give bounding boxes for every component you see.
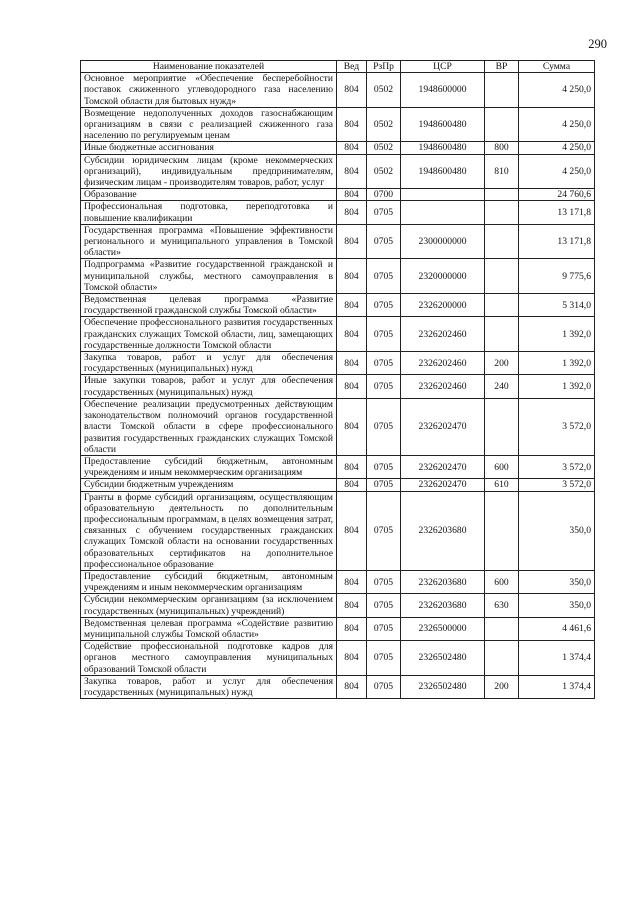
- table-row: [81, 107, 595, 142]
- cell-rzpr: 0502: [367, 154, 401, 189]
- cell-sum: 350,0: [519, 570, 595, 593]
- table-row: [81, 455, 595, 478]
- cell-name: Гранты в форме субсидий организациям, осуществляющим образовательную деятельность по дополнительным профессиональным программам, в целях возмещения затрат, связанных с обучением государственных гражданских служащих Томской области на основании государственных образовательных сертификатов на дополнительное профессиональное образование: [81, 491, 337, 570]
- cell-rzpr: 0705: [367, 641, 401, 676]
- cell-sum: 4 250,0: [519, 73, 595, 108]
- cell-ved: 804: [337, 375, 367, 398]
- cell-rzpr: 0705: [367, 224, 401, 259]
- cell-csr: [401, 201, 485, 224]
- cell-name: Основное мероприятие «Обеспечение бесперебойности поставок сжиженного углеводородного газа населению Томской области для бытовых нужд»: [81, 73, 337, 108]
- table-row: [81, 570, 595, 593]
- cell-ved: 804: [337, 352, 367, 375]
- cell-sum: 13 171,8: [519, 201, 595, 224]
- header-csr: ЦСР: [401, 61, 485, 73]
- cell-ved: 804: [337, 317, 367, 352]
- cell-vr: [485, 617, 519, 640]
- cell-ved: 804: [337, 73, 367, 108]
- cell-csr: 2326502480: [401, 641, 485, 676]
- header-sum: Сумма: [519, 61, 595, 73]
- cell-sum: 4 250,0: [519, 154, 595, 189]
- table-row: [81, 398, 595, 455]
- cell-ved: 804: [337, 189, 367, 201]
- cell-name: Обеспечение профессионального развития государственных гражданских служащих Томской области, лиц, замещающих государственные должности Томской области: [81, 317, 337, 352]
- cell-sum: 1 374,4: [519, 641, 595, 676]
- table-row: [81, 617, 595, 640]
- cell-sum: 4 250,0: [519, 142, 595, 154]
- cell-csr: 2326202470: [401, 398, 485, 455]
- cell-rzpr: 0705: [367, 294, 401, 317]
- cell-rzpr: 0705: [367, 317, 401, 352]
- cell-rzpr: 0502: [367, 142, 401, 154]
- table-row: [81, 594, 595, 617]
- cell-vr: [485, 73, 519, 108]
- header-vr: ВР: [485, 61, 519, 73]
- cell-vr: 600: [485, 455, 519, 478]
- cell-vr: 200: [485, 352, 519, 375]
- cell-name: Предоставление субсидий бюджетным, автономным учреждениям и иным некоммерческим организациям: [81, 455, 337, 478]
- cell-rzpr: 0705: [367, 352, 401, 375]
- cell-name: Возмещение недополученных доходов газоснабжающим организациям в связи с реализацией сжиженного газа населению по регулируемым ценам: [81, 107, 337, 142]
- cell-rzpr: 0502: [367, 73, 401, 108]
- cell-ved: 804: [337, 107, 367, 142]
- cell-ved: 804: [337, 641, 367, 676]
- cell-name: Ведомственная целевая программа «Содействие развитию муниципальной службы Томской области»: [81, 617, 337, 640]
- cell-ved: 804: [337, 398, 367, 455]
- table-row: [81, 73, 595, 108]
- cell-sum: 350,0: [519, 491, 595, 570]
- cell-rzpr: 0705: [367, 594, 401, 617]
- cell-sum: 24 760,6: [519, 189, 595, 201]
- table-row: [81, 224, 595, 259]
- cell-ved: 804: [337, 142, 367, 154]
- cell-csr: 2326202470: [401, 455, 485, 478]
- page-number: 290: [588, 37, 607, 51]
- cell-ved: 804: [337, 224, 367, 259]
- cell-vr: [485, 107, 519, 142]
- header-rzpr: РзПр: [367, 61, 401, 73]
- cell-vr: [485, 189, 519, 201]
- cell-ved: 804: [337, 154, 367, 189]
- cell-ved: 804: [337, 617, 367, 640]
- cell-name: Предоставление субсидий бюджетным, автономным учреждениям и иным некоммерческим организациям: [81, 570, 337, 593]
- cell-rzpr: 0502: [367, 107, 401, 142]
- table-row: [81, 317, 595, 352]
- table-row: [81, 491, 595, 570]
- table-row: [81, 142, 595, 154]
- table-row: [81, 154, 595, 189]
- table-row: [81, 259, 595, 294]
- cell-vr: 810: [485, 154, 519, 189]
- cell-sum: 5 314,0: [519, 294, 595, 317]
- cell-ved: 804: [337, 570, 367, 593]
- cell-vr: [485, 224, 519, 259]
- cell-csr: 1948600480: [401, 154, 485, 189]
- cell-vr: [485, 201, 519, 224]
- cell-csr: 2326203680: [401, 491, 485, 570]
- cell-sum: 1 374,4: [519, 675, 595, 698]
- cell-name: Подпрограмма «Развитие государственной гражданской и муниципальной службы, местного самоуправления в Томской области»: [81, 259, 337, 294]
- table-row: [81, 675, 595, 698]
- cell-csr: 1948600000: [401, 73, 485, 108]
- cell-vr: [485, 317, 519, 352]
- cell-vr: 630: [485, 594, 519, 617]
- cell-ved: 804: [337, 675, 367, 698]
- cell-csr: 2326202460: [401, 352, 485, 375]
- cell-name: Содействие профессиональной подготовке кадров для органов местного самоуправления муниципальных образований Томской области: [81, 641, 337, 676]
- cell-rzpr: 0705: [367, 259, 401, 294]
- table-header-row: [81, 61, 595, 73]
- cell-rzpr: 0705: [367, 479, 401, 491]
- table-row: [81, 641, 595, 676]
- table-row: [81, 479, 595, 491]
- cell-ved: 804: [337, 479, 367, 491]
- cell-vr: [485, 294, 519, 317]
- cell-csr: 2326203680: [401, 594, 485, 617]
- budget-table: [80, 60, 595, 699]
- cell-csr: 2326202470: [401, 479, 485, 491]
- cell-vr: [485, 641, 519, 676]
- cell-vr: 600: [485, 570, 519, 593]
- cell-rzpr: 0705: [367, 491, 401, 570]
- cell-name: Иные бюджетные ассигнования: [81, 142, 337, 154]
- cell-name: Профессиональная подготовка, переподготовка и повышение квалификации: [81, 201, 337, 224]
- cell-csr: 2326202460: [401, 317, 485, 352]
- cell-csr: 1948600480: [401, 142, 485, 154]
- cell-name: Государственная программа «Повышение эффективности регионального и муниципального управления в Томской области»: [81, 224, 337, 259]
- cell-ved: 804: [337, 455, 367, 478]
- cell-vr: 800: [485, 142, 519, 154]
- cell-ved: 804: [337, 594, 367, 617]
- cell-sum: 3 572,0: [519, 455, 595, 478]
- cell-ved: 804: [337, 259, 367, 294]
- cell-csr: 2326502480: [401, 675, 485, 698]
- cell-sum: 1 392,0: [519, 352, 595, 375]
- cell-rzpr: 0700: [367, 189, 401, 201]
- cell-sum: 4 250,0: [519, 107, 595, 142]
- cell-rzpr: 0705: [367, 675, 401, 698]
- cell-vr: 200: [485, 675, 519, 698]
- cell-vr: [485, 259, 519, 294]
- cell-name: Ведомственная целевая программа «Развитие государственной гражданской службы Томской области»: [81, 294, 337, 317]
- cell-csr: [401, 189, 485, 201]
- cell-rzpr: 0705: [367, 617, 401, 640]
- cell-vr: 610: [485, 479, 519, 491]
- cell-csr: 2326500000: [401, 617, 485, 640]
- cell-sum: 350,0: [519, 594, 595, 617]
- cell-vr: 240: [485, 375, 519, 398]
- cell-vr: [485, 491, 519, 570]
- table-row: [81, 294, 595, 317]
- cell-csr: 2326202460: [401, 375, 485, 398]
- cell-rzpr: 0705: [367, 375, 401, 398]
- cell-name: Субсидии бюджетным учреждениям: [81, 479, 337, 491]
- cell-csr: 2300000000: [401, 224, 485, 259]
- cell-sum: 4 461,6: [519, 617, 595, 640]
- cell-vr: [485, 398, 519, 455]
- table-row: [81, 352, 595, 375]
- cell-csr: 2326203680: [401, 570, 485, 593]
- cell-name: Образование: [81, 189, 337, 201]
- cell-sum: 9 775,6: [519, 259, 595, 294]
- cell-rzpr: 0705: [367, 201, 401, 224]
- cell-sum: 3 572,0: [519, 479, 595, 491]
- table-row: [81, 375, 595, 398]
- cell-name: Обеспечение реализации предусмотренных действующим законодательством полномочий органов государственной власти Томской области в сфере профессионального развития государственных гражданских служащих Томской области: [81, 398, 337, 455]
- table-body: [81, 73, 595, 699]
- header-name: Наименование показателей: [81, 61, 337, 73]
- cell-rzpr: 0705: [367, 398, 401, 455]
- cell-csr: 2320000000: [401, 259, 485, 294]
- cell-name: Иные закупки товаров, работ и услуг для обеспечения государственных (муниципальных) нужд: [81, 375, 337, 398]
- cell-name: Закупка товаров, работ и услуг для обеспечения государственных (муниципальных) нужд: [81, 675, 337, 698]
- cell-ved: 804: [337, 201, 367, 224]
- table-row: [81, 201, 595, 224]
- cell-ved: 804: [337, 294, 367, 317]
- cell-sum: 1 392,0: [519, 375, 595, 398]
- table-row: [81, 189, 595, 201]
- cell-csr: 1948600480: [401, 107, 485, 142]
- cell-sum: 3 572,0: [519, 398, 595, 455]
- cell-rzpr: 0705: [367, 570, 401, 593]
- cell-ved: 804: [337, 491, 367, 570]
- cell-name: Закупка товаров, работ и услуг для обеспечения государственных (муниципальных) нужд: [81, 352, 337, 375]
- cell-sum: 1 392,0: [519, 317, 595, 352]
- cell-csr: 2326200000: [401, 294, 485, 317]
- cell-name: Субсидии юридическим лицам (кроме некоммерческих организаций), индивидуальным предпринимателям, физическим лицам - производителям товаров, работ, услуг: [81, 154, 337, 189]
- header-ved: Вед: [337, 61, 367, 73]
- cell-name: Субсидии некоммерческим организациям (за исключением государственных (муниципальных) учреждений): [81, 594, 337, 617]
- cell-rzpr: 0705: [367, 455, 401, 478]
- cell-sum: 13 171,8: [519, 224, 595, 259]
